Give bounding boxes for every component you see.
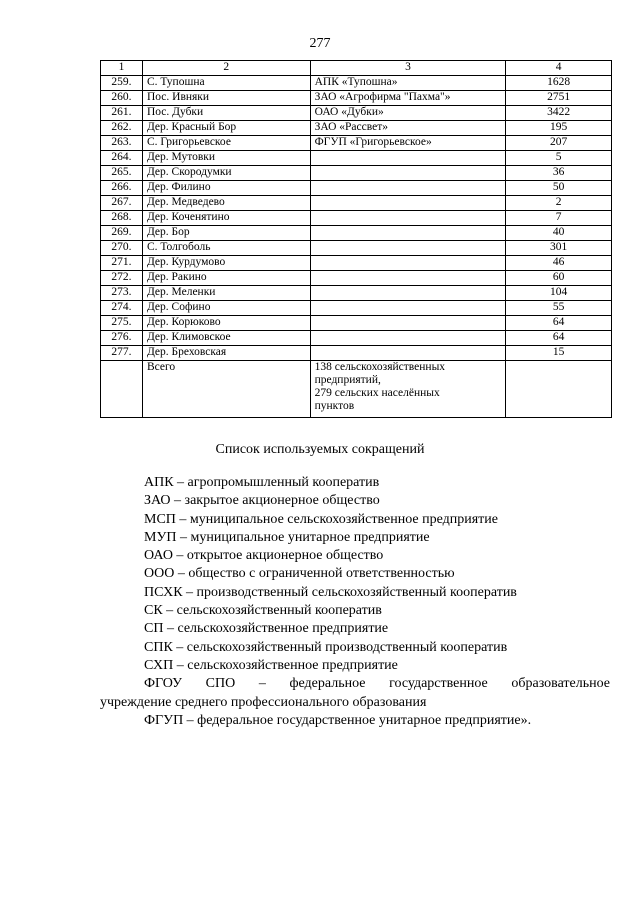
table-row	[101, 316, 612, 331]
table-row	[101, 91, 612, 106]
row-number-cell: 264.	[101, 151, 143, 166]
enterprise-cell	[310, 316, 506, 331]
abbreviation-item: СК – сельскохозяйственный кооператив	[144, 603, 382, 619]
row-number-cell: 275.	[101, 316, 143, 331]
count-cell: 60	[506, 271, 612, 286]
abbreviation-item: СХП – сельскохозяйственное предприятие	[144, 657, 398, 673]
place-cell: Дер. Меленки	[142, 286, 310, 301]
row-number-cell: 268.	[101, 211, 143, 226]
table-row	[101, 346, 612, 361]
enterprise-cell	[310, 196, 506, 211]
place-cell: Дер. Климовское	[142, 331, 310, 346]
row-number-cell: 277.	[101, 346, 143, 361]
table-row	[101, 286, 612, 301]
enterprise-cell	[310, 286, 506, 301]
table-row	[101, 256, 612, 271]
count-cell: 207	[506, 136, 612, 151]
abbreviation-item: ООО – общество с ограниченной ответственностью	[144, 566, 455, 582]
page-number: 277	[309, 36, 331, 51]
place-cell: С. Тупошна	[142, 76, 310, 91]
table-row	[101, 211, 612, 226]
table-row	[101, 271, 612, 286]
header-cell-4: 4	[506, 61, 612, 76]
table-header-row	[101, 61, 612, 76]
enterprise-cell: АПК «Тупошна»	[310, 76, 506, 91]
abbreviation-item: СП – сельскохозяйственное предприятие	[144, 621, 389, 637]
place-cell: Пос. Ивняки	[142, 91, 310, 106]
enterprise-cell: ФГУП «Григорьевское»	[310, 136, 506, 151]
table-row	[101, 136, 612, 151]
abbreviation-item: ОАО – открытое акционерное общество	[144, 548, 384, 564]
count-cell: 7	[506, 211, 612, 226]
header-cell-3: 3	[310, 61, 506, 76]
total-summary-line: 279 сельских населённых	[314, 387, 440, 399]
row-number-cell: 265.	[101, 166, 143, 181]
count-cell: 50	[506, 181, 612, 196]
row-number-cell: 276.	[101, 331, 143, 346]
count-cell: 301	[506, 241, 612, 256]
place-cell: Дер. Бор	[142, 226, 310, 241]
row-number-cell: 266.	[101, 181, 143, 196]
total-summary-line: пунктов	[314, 400, 355, 412]
row-number-cell: 261.	[101, 106, 143, 121]
abbreviation-item-fgou: ФГОУ СПО – федеральное государственное образовательное	[144, 676, 610, 692]
row-number-cell: 267.	[101, 196, 143, 211]
abbreviation-item-fgup: ФГУП – федеральное государственное унитарное предприятие».	[144, 712, 532, 728]
enterprise-cell: ЗАО «Агрофирма "Пахма"»	[310, 91, 506, 106]
row-number-cell: 273.	[101, 286, 143, 301]
enterprise-cell: ЗАО «Рассвет»	[310, 121, 506, 136]
place-cell: Дер. Ракино	[142, 271, 310, 286]
table-row	[101, 181, 612, 196]
count-cell: 46	[506, 256, 612, 271]
row-number-cell: 262.	[101, 121, 143, 136]
count-cell: 104	[506, 286, 612, 301]
enterprise-cell	[310, 151, 506, 166]
header-cell-1: 1	[101, 61, 143, 76]
count-cell: 15	[506, 346, 612, 361]
count-cell: 195	[506, 121, 612, 136]
table-row	[101, 76, 612, 91]
table-row	[101, 301, 612, 316]
settlements-table	[100, 60, 612, 418]
enterprise-cell: ОАО «Дубки»	[310, 106, 506, 121]
enterprise-cell	[310, 271, 506, 286]
header-cell-2: 2	[142, 61, 310, 76]
total-count-cell	[506, 361, 612, 418]
abbreviation-item: МУП – муниципальное унитарное предприятие	[144, 529, 430, 545]
abbreviations-list	[100, 474, 610, 730]
abbreviation-item-fgou-continuation: учреждение среднего профессионального образования	[100, 694, 427, 710]
table-row	[101, 106, 612, 121]
enterprise-cell	[310, 211, 506, 226]
place-cell: Дер. Софино	[142, 301, 310, 316]
row-number-cell: 271.	[101, 256, 143, 271]
abbreviation-item: ЗАО – закрытое акционерное общество	[144, 493, 380, 509]
count-cell: 3422	[506, 106, 612, 121]
total-summary-cell	[310, 361, 506, 418]
place-cell: Дер. Бреховская	[142, 346, 310, 361]
enterprise-cell	[310, 181, 506, 196]
abbreviation-item: МСП – муниципальное сельскохозяйственное предприятие	[144, 511, 498, 527]
count-cell: 2	[506, 196, 612, 211]
count-cell: 1628	[506, 76, 612, 91]
enterprise-cell	[310, 256, 506, 271]
row-number-cell: 274.	[101, 301, 143, 316]
count-cell: 40	[506, 226, 612, 241]
place-cell: Дер. Скородумки	[142, 166, 310, 181]
count-cell: 2751	[506, 91, 612, 106]
count-cell: 36	[506, 166, 612, 181]
count-cell: 5	[506, 151, 612, 166]
row-number-cell: 260.	[101, 91, 143, 106]
table-row	[101, 166, 612, 181]
abbreviation-item: ПСХК – производственный сельскохозяйственный кооператив	[144, 584, 517, 600]
table-row	[101, 121, 612, 136]
place-cell: Дер. Красный Бор	[142, 121, 310, 136]
count-cell: 64	[506, 331, 612, 346]
place-cell: Дер. Курдумово	[142, 256, 310, 271]
row-number-cell: 270.	[101, 241, 143, 256]
abbreviations-title: Список используемых сокращений	[215, 442, 425, 457]
row-number-cell: 269.	[101, 226, 143, 241]
place-cell: Дер. Коченятино	[142, 211, 310, 226]
enterprise-cell	[310, 301, 506, 316]
table-row	[101, 226, 612, 241]
row-number-cell: 259.	[101, 76, 143, 91]
place-cell: Дер. Корюково	[142, 316, 310, 331]
place-cell: С. Толгоболь	[142, 241, 310, 256]
place-cell: Дер. Медведево	[142, 196, 310, 211]
table-total-row	[101, 361, 612, 418]
abbreviation-item: АПК – агропромышленный кооператив	[144, 475, 380, 490]
total-empty-cell	[101, 361, 143, 418]
enterprise-cell	[310, 346, 506, 361]
row-number-cell: 263.	[101, 136, 143, 151]
abbreviation-item: СПК – сельскохозяйственный производственный кооператив	[144, 639, 508, 655]
place-cell: С. Григорьевское	[142, 136, 310, 151]
count-cell: 55	[506, 301, 612, 316]
enterprise-cell	[310, 331, 506, 346]
total-summary-line: предприятий,	[314, 374, 381, 386]
place-cell: Дер. Филино	[142, 181, 310, 196]
total-label-cell: Всего	[142, 361, 310, 418]
table-row	[101, 196, 612, 211]
total-summary-line: 138 сельскохозяйственных	[314, 361, 446, 373]
enterprise-cell	[310, 241, 506, 256]
place-cell: Дер. Мутовки	[142, 151, 310, 166]
place-cell: Пос. Дубки	[142, 106, 310, 121]
count-cell: 64	[506, 316, 612, 331]
table-row	[101, 331, 612, 346]
enterprise-cell	[310, 226, 506, 241]
table-row	[101, 151, 612, 166]
row-number-cell: 272.	[101, 271, 143, 286]
enterprise-cell	[310, 166, 506, 181]
table-row	[101, 241, 612, 256]
